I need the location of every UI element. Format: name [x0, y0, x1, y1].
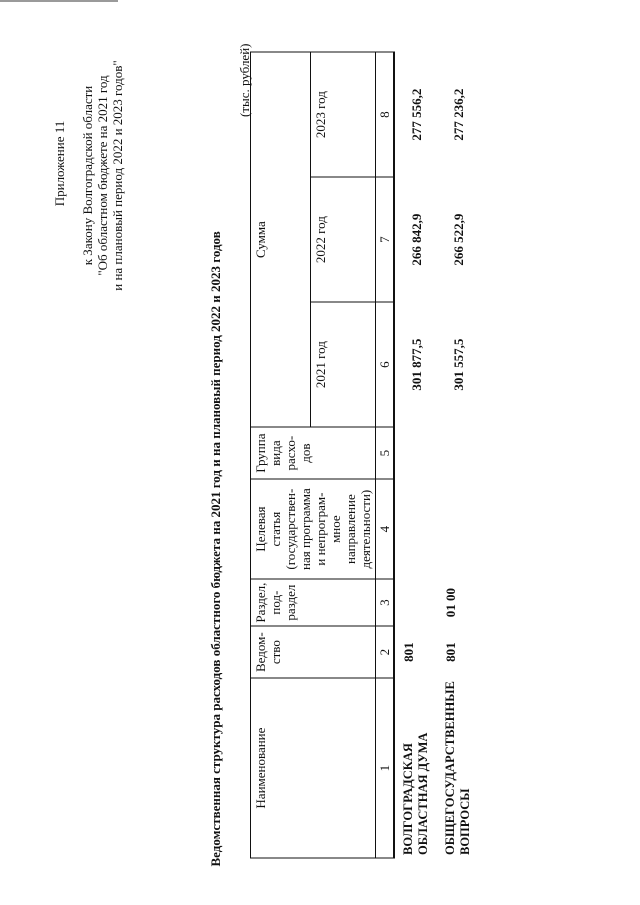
col-number-7: 7: [376, 177, 395, 302]
col-sum-header: Сумма: [251, 52, 311, 427]
row-sum-2023: 277 556,2: [394, 52, 437, 177]
col-section-header: Раздел, под- раздел: [251, 579, 376, 626]
table-row: [437, 52, 479, 858]
row-target: [437, 479, 479, 579]
row-section: [394, 579, 437, 626]
col-number-2: 2: [376, 626, 395, 678]
row-department: 801: [394, 626, 437, 678]
col-number-1: 1: [376, 678, 395, 858]
row-name: ОБЩЕГОСУДАРСТВЕННЫЕ ВОПРОСЫ: [443, 681, 472, 855]
header-row: [251, 52, 311, 858]
col-name-header: [251, 678, 376, 858]
budget-table: [250, 52, 479, 859]
row-sum-2021: 301 557,5: [450, 338, 466, 391]
document-title: Ведомственная структура расходов областного бюджета на 2021 год и на плановый период 2022 и 2023 годов: [208, 231, 223, 867]
col-number-4: 4: [376, 479, 395, 579]
row-group: [437, 427, 479, 479]
law-reference: [80, 46, 125, 306]
col-department-header: Ведом- ство: [251, 626, 376, 678]
law-line-1: к Закону Волгоградской области: [80, 85, 95, 266]
row-target: [394, 479, 437, 579]
col-2022-header: 2022 год: [311, 177, 376, 302]
unit-label: (тыс. рублей): [237, 43, 252, 118]
law-line-2: "Об областном бюджете на 2021 год: [95, 75, 110, 276]
row-group: [394, 427, 437, 479]
col-group-header: Группа вида расхо- дов: [251, 427, 376, 479]
row-section: 01 00: [443, 588, 458, 618]
table-row: [394, 52, 437, 858]
row-sum-2021: 301 877,5: [394, 302, 437, 427]
col-number-6: 6: [376, 302, 395, 427]
col-target-header: Целевая статья (государствен- ная программа и непрограм- мное направление деятельности): [251, 479, 376, 579]
row-sum-2022: 266 522,9: [450, 213, 466, 266]
law-line-3: и на плановый период 2022 и 2023 годов": [110, 60, 125, 291]
column-numbers-row: [376, 52, 395, 858]
col-2023-header: 2023 год: [311, 52, 376, 177]
col-name-label: Наименование: [253, 727, 268, 809]
appendix-label: Приложение 11: [52, 120, 67, 207]
col-number-5: 5: [376, 427, 395, 479]
row-sum-2022: 266 842,9: [394, 177, 437, 302]
row-sum-2023: 277 236,2: [450, 88, 466, 141]
col-number-3: 3: [376, 579, 395, 626]
col-2021-header: 2021 год: [311, 302, 376, 427]
row-department: 801: [443, 642, 458, 662]
col-number-8: 8: [376, 52, 395, 177]
row-name: ВОЛГОГРАДСКАЯ ОБЛАСТНАЯ ДУМА: [394, 678, 437, 858]
